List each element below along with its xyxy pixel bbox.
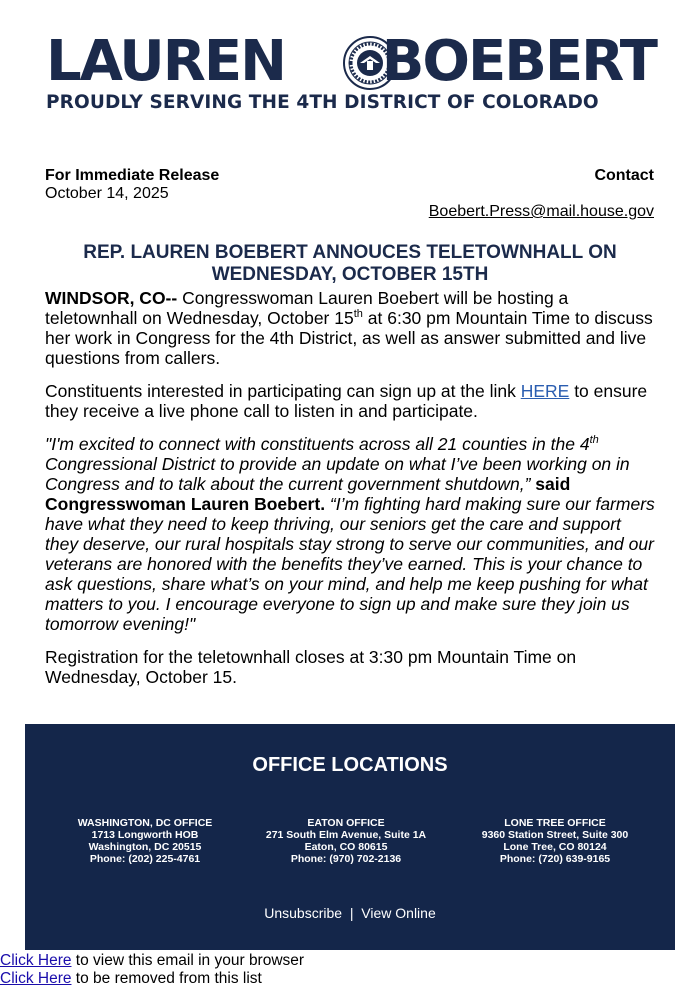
intro-text-b: at 6:30 pm Mountain Time to discuss her work in Congress for the 4th District, as well as answer submitted and live questions from callers. [45,308,653,368]
signup-text-b: to ensure they receive a live phone call to listen in and participate. [45,381,648,421]
office-address-line1: 271 South Elm Avenue, Suite 1A [265,829,427,841]
release-date: October 14, 2025 [45,185,169,202]
unsubscribe-link[interactable]: Unsubscribe [264,905,343,921]
view-in-browser-link[interactable]: Click Here [0,952,72,969]
quote-text-a: "I'm excited to connect with constituents across all 21 counties in the 4 [45,434,590,454]
office-address-line2: Washington, DC 20515 [88,841,202,853]
name-first: LAUREN [46,29,286,94]
masthead-name-row [46,29,656,94]
paragraph-intro [45,288,657,368]
contact-info [429,167,654,221]
tagline: PROUDLY SERVING THE 4TH DISTRICT OF COLORADO [46,92,599,113]
masthead [46,29,656,118]
intro-text-a: Congresswoman Lauren Boebert will be hosting a teletownhall on Wednesday, October 15 [45,288,569,328]
office-phone: Phone: (202) 225-4761 [89,853,201,865]
remove-from-list-text: to be removed from this list [71,970,262,987]
name-last: BOEBERT [381,29,656,94]
quote-sup: th [589,434,599,447]
footer-links [25,905,675,921]
press-body [45,288,657,700]
view-in-browser-line [0,952,304,970]
view-online-link[interactable]: View Online [361,905,436,921]
quote-text-b: Congressional District to provide an update on what I’ve been working on in Congress and to talk about the current government shutdown,” [45,454,630,494]
contact-label: Contact [594,167,654,184]
view-in-browser-text: to view this email in your browser [71,952,305,969]
contact-email-link[interactable]: Boebert.Press@mail.house.gov [428,203,654,220]
quote-text-c: “I’m fighting hard making sure our farmers have what they need to keep thriving, our seniors get the care and support they deserve, our rural hospitals stay strong to serve our communities, and our veterans are honored with the benefits they’ve earned. This is your chance to ask questions, share what’s on your mind, and help me keep pushing for what matters to you. I encourage everyone to sign up and make sure they join us tomorrow evening!" [45,494,655,634]
footer-office-locations [25,724,675,950]
remove-from-list-line [0,970,304,988]
dateline: WINDSOR, CO-- [45,288,178,308]
office-name: EATON OFFICE [307,817,385,829]
bottom-links [0,952,304,988]
office-address-line1: 1713 Longworth HOB [91,829,199,841]
office-name: WASHINGTON, DC OFFICE [77,817,213,829]
office-address-line2: Eaton, CO 80615 [304,841,388,853]
footer-separator: | [349,905,354,921]
paragraph-registration: Registration for the teletownhall closes at 3:30 pm Mountain Time on Wednesday, October 15. [45,647,577,687]
office-eaton [246,817,446,865]
intro-sup: th [353,308,363,321]
office-phone: Phone: (720) 639-9165 [499,853,611,865]
paragraph-signup [45,381,657,421]
paragraph-quote [45,434,657,634]
office-address-line1: 9360 Station Street, Suite 300 [481,829,629,841]
footer-title: OFFICE LOCATIONS [252,754,448,776]
office-address-line2: Lone Tree, CO 80124 [503,841,607,853]
quote-attribution: said Congresswoman Lauren Boebert. [45,474,571,514]
office-phone: Phone: (970) 702-2136 [290,853,402,865]
signup-text-a: Constituents interested in participating can sign up at the link [45,381,521,401]
remove-from-list-link[interactable]: Click Here [0,970,72,987]
release-label: For Immediate Release [45,167,220,184]
release-info [45,167,219,203]
office-name: LONE TREE OFFICE [504,817,606,829]
office-washington [45,817,245,865]
signup-here-link[interactable]: HERE [520,381,570,401]
office-lone-tree [455,817,655,865]
press-headline: REP. LAUREN BOEBERT ANNOUCES TELETOWNHALL ON WEDNESDAY, OCTOBER 15TH [83,242,617,285]
